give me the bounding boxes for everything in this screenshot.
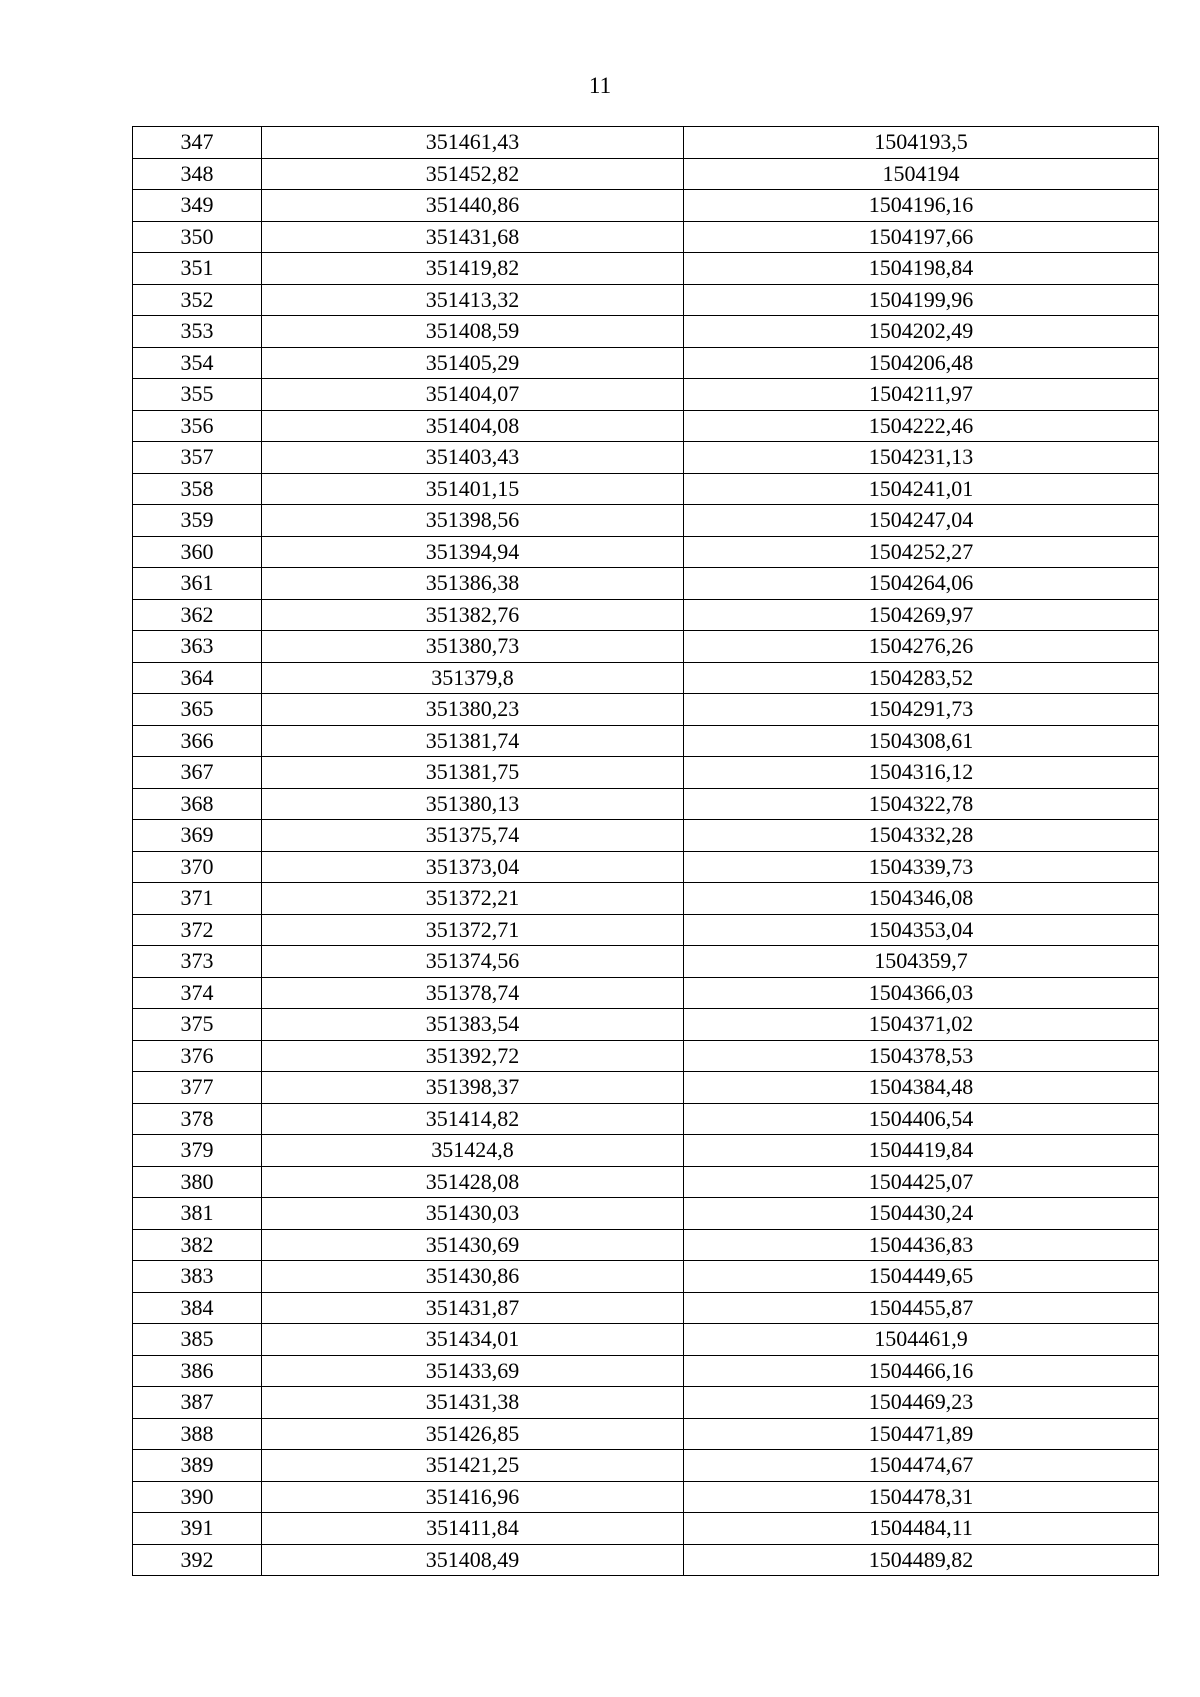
table-row xyxy=(133,1292,1159,1324)
y-coordinate-cell: 1504353,04 xyxy=(684,914,1159,946)
y-coordinate-cell: 1504455,87 xyxy=(684,1292,1159,1324)
table-row xyxy=(133,568,1159,600)
y-coordinate-cell: 1504198,84 xyxy=(684,253,1159,285)
y-coordinate-cell: 1504197,66 xyxy=(684,221,1159,253)
y-coordinate-cell: 1504206,48 xyxy=(684,347,1159,379)
y-coordinate-cell: 1504474,67 xyxy=(684,1450,1159,1482)
table-row xyxy=(133,1040,1159,1072)
table-row xyxy=(133,1261,1159,1293)
point-number-cell: 378 xyxy=(133,1103,262,1135)
table-row xyxy=(133,1450,1159,1482)
x-coordinate-cell: 351381,75 xyxy=(262,757,684,789)
table-row xyxy=(133,1513,1159,1545)
table-row xyxy=(133,1324,1159,1356)
table-row xyxy=(133,1418,1159,1450)
table-row xyxy=(133,1198,1159,1230)
table-row xyxy=(133,1072,1159,1104)
y-coordinate-cell: 1504430,24 xyxy=(684,1198,1159,1230)
x-coordinate-cell: 351392,72 xyxy=(262,1040,684,1072)
table-row xyxy=(133,788,1159,820)
point-number-cell: 370 xyxy=(133,851,262,883)
x-coordinate-cell: 351431,38 xyxy=(262,1387,684,1419)
x-coordinate-cell: 351430,69 xyxy=(262,1229,684,1261)
point-number-cell: 354 xyxy=(133,347,262,379)
y-coordinate-cell: 1504247,04 xyxy=(684,505,1159,537)
x-coordinate-cell: 351431,68 xyxy=(262,221,684,253)
x-coordinate-cell: 351408,49 xyxy=(262,1544,684,1576)
point-number-cell: 381 xyxy=(133,1198,262,1230)
table-row xyxy=(133,190,1159,222)
x-coordinate-cell: 351419,82 xyxy=(262,253,684,285)
x-coordinate-cell: 351421,25 xyxy=(262,1450,684,1482)
point-number-cell: 391 xyxy=(133,1513,262,1545)
x-coordinate-cell: 351403,43 xyxy=(262,442,684,474)
point-number-cell: 372 xyxy=(133,914,262,946)
table-row xyxy=(133,946,1159,978)
x-coordinate-cell: 351411,84 xyxy=(262,1513,684,1545)
point-number-cell: 392 xyxy=(133,1544,262,1576)
x-coordinate-cell: 351372,71 xyxy=(262,914,684,946)
x-coordinate-cell: 351394,94 xyxy=(262,536,684,568)
table-row xyxy=(133,725,1159,757)
y-coordinate-cell: 1504322,78 xyxy=(684,788,1159,820)
x-coordinate-cell: 351428,08 xyxy=(262,1166,684,1198)
x-coordinate-cell: 351383,54 xyxy=(262,1009,684,1041)
point-number-cell: 362 xyxy=(133,599,262,631)
point-number-cell: 388 xyxy=(133,1418,262,1450)
point-number-cell: 390 xyxy=(133,1481,262,1513)
y-coordinate-cell: 1504461,9 xyxy=(684,1324,1159,1356)
point-number-cell: 360 xyxy=(133,536,262,568)
table-row xyxy=(133,410,1159,442)
table-row xyxy=(133,820,1159,852)
y-coordinate-cell: 1504425,07 xyxy=(684,1166,1159,1198)
point-number-cell: 383 xyxy=(133,1261,262,1293)
y-coordinate-cell: 1504194 xyxy=(684,158,1159,190)
point-number-cell: 367 xyxy=(133,757,262,789)
y-coordinate-cell: 1504196,16 xyxy=(684,190,1159,222)
point-number-cell: 380 xyxy=(133,1166,262,1198)
y-coordinate-cell: 1504316,12 xyxy=(684,757,1159,789)
x-coordinate-cell: 351430,86 xyxy=(262,1261,684,1293)
point-number-cell: 368 xyxy=(133,788,262,820)
y-coordinate-cell: 1504346,08 xyxy=(684,883,1159,915)
y-coordinate-cell: 1504484,11 xyxy=(684,1513,1159,1545)
x-coordinate-cell: 351430,03 xyxy=(262,1198,684,1230)
x-coordinate-cell: 351404,07 xyxy=(262,379,684,411)
point-number-cell: 375 xyxy=(133,1009,262,1041)
point-number-cell: 364 xyxy=(133,662,262,694)
point-number-cell: 363 xyxy=(133,631,262,663)
x-coordinate-cell: 351452,82 xyxy=(262,158,684,190)
y-coordinate-cell: 1504276,26 xyxy=(684,631,1159,663)
table-row xyxy=(133,914,1159,946)
x-coordinate-cell: 351386,38 xyxy=(262,568,684,600)
y-coordinate-cell: 1504193,5 xyxy=(684,127,1159,159)
y-coordinate-cell: 1504339,73 xyxy=(684,851,1159,883)
point-number-cell: 356 xyxy=(133,410,262,442)
table-row xyxy=(133,473,1159,505)
point-number-cell: 348 xyxy=(133,158,262,190)
table-row xyxy=(133,316,1159,348)
x-coordinate-cell: 351416,96 xyxy=(262,1481,684,1513)
y-coordinate-cell: 1504291,73 xyxy=(684,694,1159,726)
y-coordinate-cell: 1504231,13 xyxy=(684,442,1159,474)
y-coordinate-cell: 1504332,28 xyxy=(684,820,1159,852)
x-coordinate-cell: 351381,74 xyxy=(262,725,684,757)
page-number: 11 xyxy=(588,73,612,98)
point-number-cell: 374 xyxy=(133,977,262,1009)
point-number-cell: 351 xyxy=(133,253,262,285)
x-coordinate-cell: 351382,76 xyxy=(262,599,684,631)
point-number-cell: 379 xyxy=(133,1135,262,1167)
table-row xyxy=(133,1135,1159,1167)
y-coordinate-cell: 1504222,46 xyxy=(684,410,1159,442)
x-coordinate-cell: 351374,56 xyxy=(262,946,684,978)
y-coordinate-cell: 1504489,82 xyxy=(684,1544,1159,1576)
x-coordinate-cell: 351401,15 xyxy=(262,473,684,505)
y-coordinate-cell: 1504366,03 xyxy=(684,977,1159,1009)
table-row xyxy=(133,1009,1159,1041)
y-coordinate-cell: 1504241,01 xyxy=(684,473,1159,505)
table-row xyxy=(133,442,1159,474)
x-coordinate-cell: 351413,32 xyxy=(262,284,684,316)
y-coordinate-cell: 1504359,7 xyxy=(684,946,1159,978)
table-row xyxy=(133,694,1159,726)
x-coordinate-cell: 351379,8 xyxy=(262,662,684,694)
y-coordinate-cell: 1504202,49 xyxy=(684,316,1159,348)
point-number-cell: 389 xyxy=(133,1450,262,1482)
x-coordinate-cell: 351404,08 xyxy=(262,410,684,442)
point-number-cell: 352 xyxy=(133,284,262,316)
point-number-cell: 384 xyxy=(133,1292,262,1324)
point-number-cell: 357 xyxy=(133,442,262,474)
point-number-cell: 355 xyxy=(133,379,262,411)
y-coordinate-cell: 1504371,02 xyxy=(684,1009,1159,1041)
coordinates-table xyxy=(132,126,1159,1576)
y-coordinate-cell: 1504469,23 xyxy=(684,1387,1159,1419)
point-number-cell: 359 xyxy=(133,505,262,537)
y-coordinate-cell: 1504478,31 xyxy=(684,1481,1159,1513)
table-row xyxy=(133,1355,1159,1387)
point-number-cell: 382 xyxy=(133,1229,262,1261)
y-coordinate-cell: 1504449,65 xyxy=(684,1261,1159,1293)
y-coordinate-cell: 1504419,84 xyxy=(684,1135,1159,1167)
point-number-cell: 371 xyxy=(133,883,262,915)
table-row xyxy=(133,631,1159,663)
y-coordinate-cell: 1504471,89 xyxy=(684,1418,1159,1450)
y-coordinate-cell: 1504308,61 xyxy=(684,725,1159,757)
x-coordinate-cell: 351424,8 xyxy=(262,1135,684,1167)
x-coordinate-cell: 351373,04 xyxy=(262,851,684,883)
table-row xyxy=(133,599,1159,631)
table-row xyxy=(133,977,1159,1009)
table-row xyxy=(133,284,1159,316)
x-coordinate-cell: 351433,69 xyxy=(262,1355,684,1387)
table-row xyxy=(133,851,1159,883)
point-number-cell: 376 xyxy=(133,1040,262,1072)
x-coordinate-cell: 351405,29 xyxy=(262,347,684,379)
y-coordinate-cell: 1504378,53 xyxy=(684,1040,1159,1072)
point-number-cell: 350 xyxy=(133,221,262,253)
y-coordinate-cell: 1504211,97 xyxy=(684,379,1159,411)
point-number-cell: 361 xyxy=(133,568,262,600)
point-number-cell: 349 xyxy=(133,190,262,222)
point-number-cell: 387 xyxy=(133,1387,262,1419)
point-number-cell: 365 xyxy=(133,694,262,726)
y-coordinate-cell: 1504269,97 xyxy=(684,599,1159,631)
point-number-cell: 386 xyxy=(133,1355,262,1387)
x-coordinate-cell: 351375,74 xyxy=(262,820,684,852)
y-coordinate-cell: 1504283,52 xyxy=(684,662,1159,694)
x-coordinate-cell: 351380,13 xyxy=(262,788,684,820)
x-coordinate-cell: 351440,86 xyxy=(262,190,684,222)
x-coordinate-cell: 351461,43 xyxy=(262,127,684,159)
table-row xyxy=(133,662,1159,694)
table-row xyxy=(133,536,1159,568)
y-coordinate-cell: 1504406,54 xyxy=(684,1103,1159,1135)
y-coordinate-cell: 1504384,48 xyxy=(684,1072,1159,1104)
point-number-cell: 369 xyxy=(133,820,262,852)
x-coordinate-cell: 351378,74 xyxy=(262,977,684,1009)
table-row xyxy=(133,757,1159,789)
point-number-cell: 347 xyxy=(133,127,262,159)
coordinates-table-body xyxy=(133,127,1159,1576)
x-coordinate-cell: 351398,37 xyxy=(262,1072,684,1104)
x-coordinate-cell: 351434,01 xyxy=(262,1324,684,1356)
table-row xyxy=(133,1481,1159,1513)
x-coordinate-cell: 351380,73 xyxy=(262,631,684,663)
y-coordinate-cell: 1504264,06 xyxy=(684,568,1159,600)
x-coordinate-cell: 351414,82 xyxy=(262,1103,684,1135)
table-row xyxy=(133,253,1159,285)
table-row xyxy=(133,379,1159,411)
table-row xyxy=(133,1103,1159,1135)
x-coordinate-cell: 351408,59 xyxy=(262,316,684,348)
table-row xyxy=(133,1387,1159,1419)
x-coordinate-cell: 351431,87 xyxy=(262,1292,684,1324)
table-row xyxy=(133,158,1159,190)
x-coordinate-cell: 351398,56 xyxy=(262,505,684,537)
table-row xyxy=(133,1166,1159,1198)
y-coordinate-cell: 1504199,96 xyxy=(684,284,1159,316)
point-number-cell: 366 xyxy=(133,725,262,757)
table-row xyxy=(133,505,1159,537)
point-number-cell: 358 xyxy=(133,473,262,505)
table-row xyxy=(133,1544,1159,1576)
table-row xyxy=(133,221,1159,253)
x-coordinate-cell: 351380,23 xyxy=(262,694,684,726)
x-coordinate-cell: 351372,21 xyxy=(262,883,684,915)
point-number-cell: 373 xyxy=(133,946,262,978)
table-row xyxy=(133,127,1159,159)
table-row xyxy=(133,1229,1159,1261)
x-coordinate-cell: 351426,85 xyxy=(262,1418,684,1450)
point-number-cell: 377 xyxy=(133,1072,262,1104)
point-number-cell: 385 xyxy=(133,1324,262,1356)
y-coordinate-cell: 1504436,83 xyxy=(684,1229,1159,1261)
y-coordinate-cell: 1504252,27 xyxy=(684,536,1159,568)
table-row xyxy=(133,883,1159,915)
y-coordinate-cell: 1504466,16 xyxy=(684,1355,1159,1387)
table-row xyxy=(133,347,1159,379)
point-number-cell: 353 xyxy=(133,316,262,348)
